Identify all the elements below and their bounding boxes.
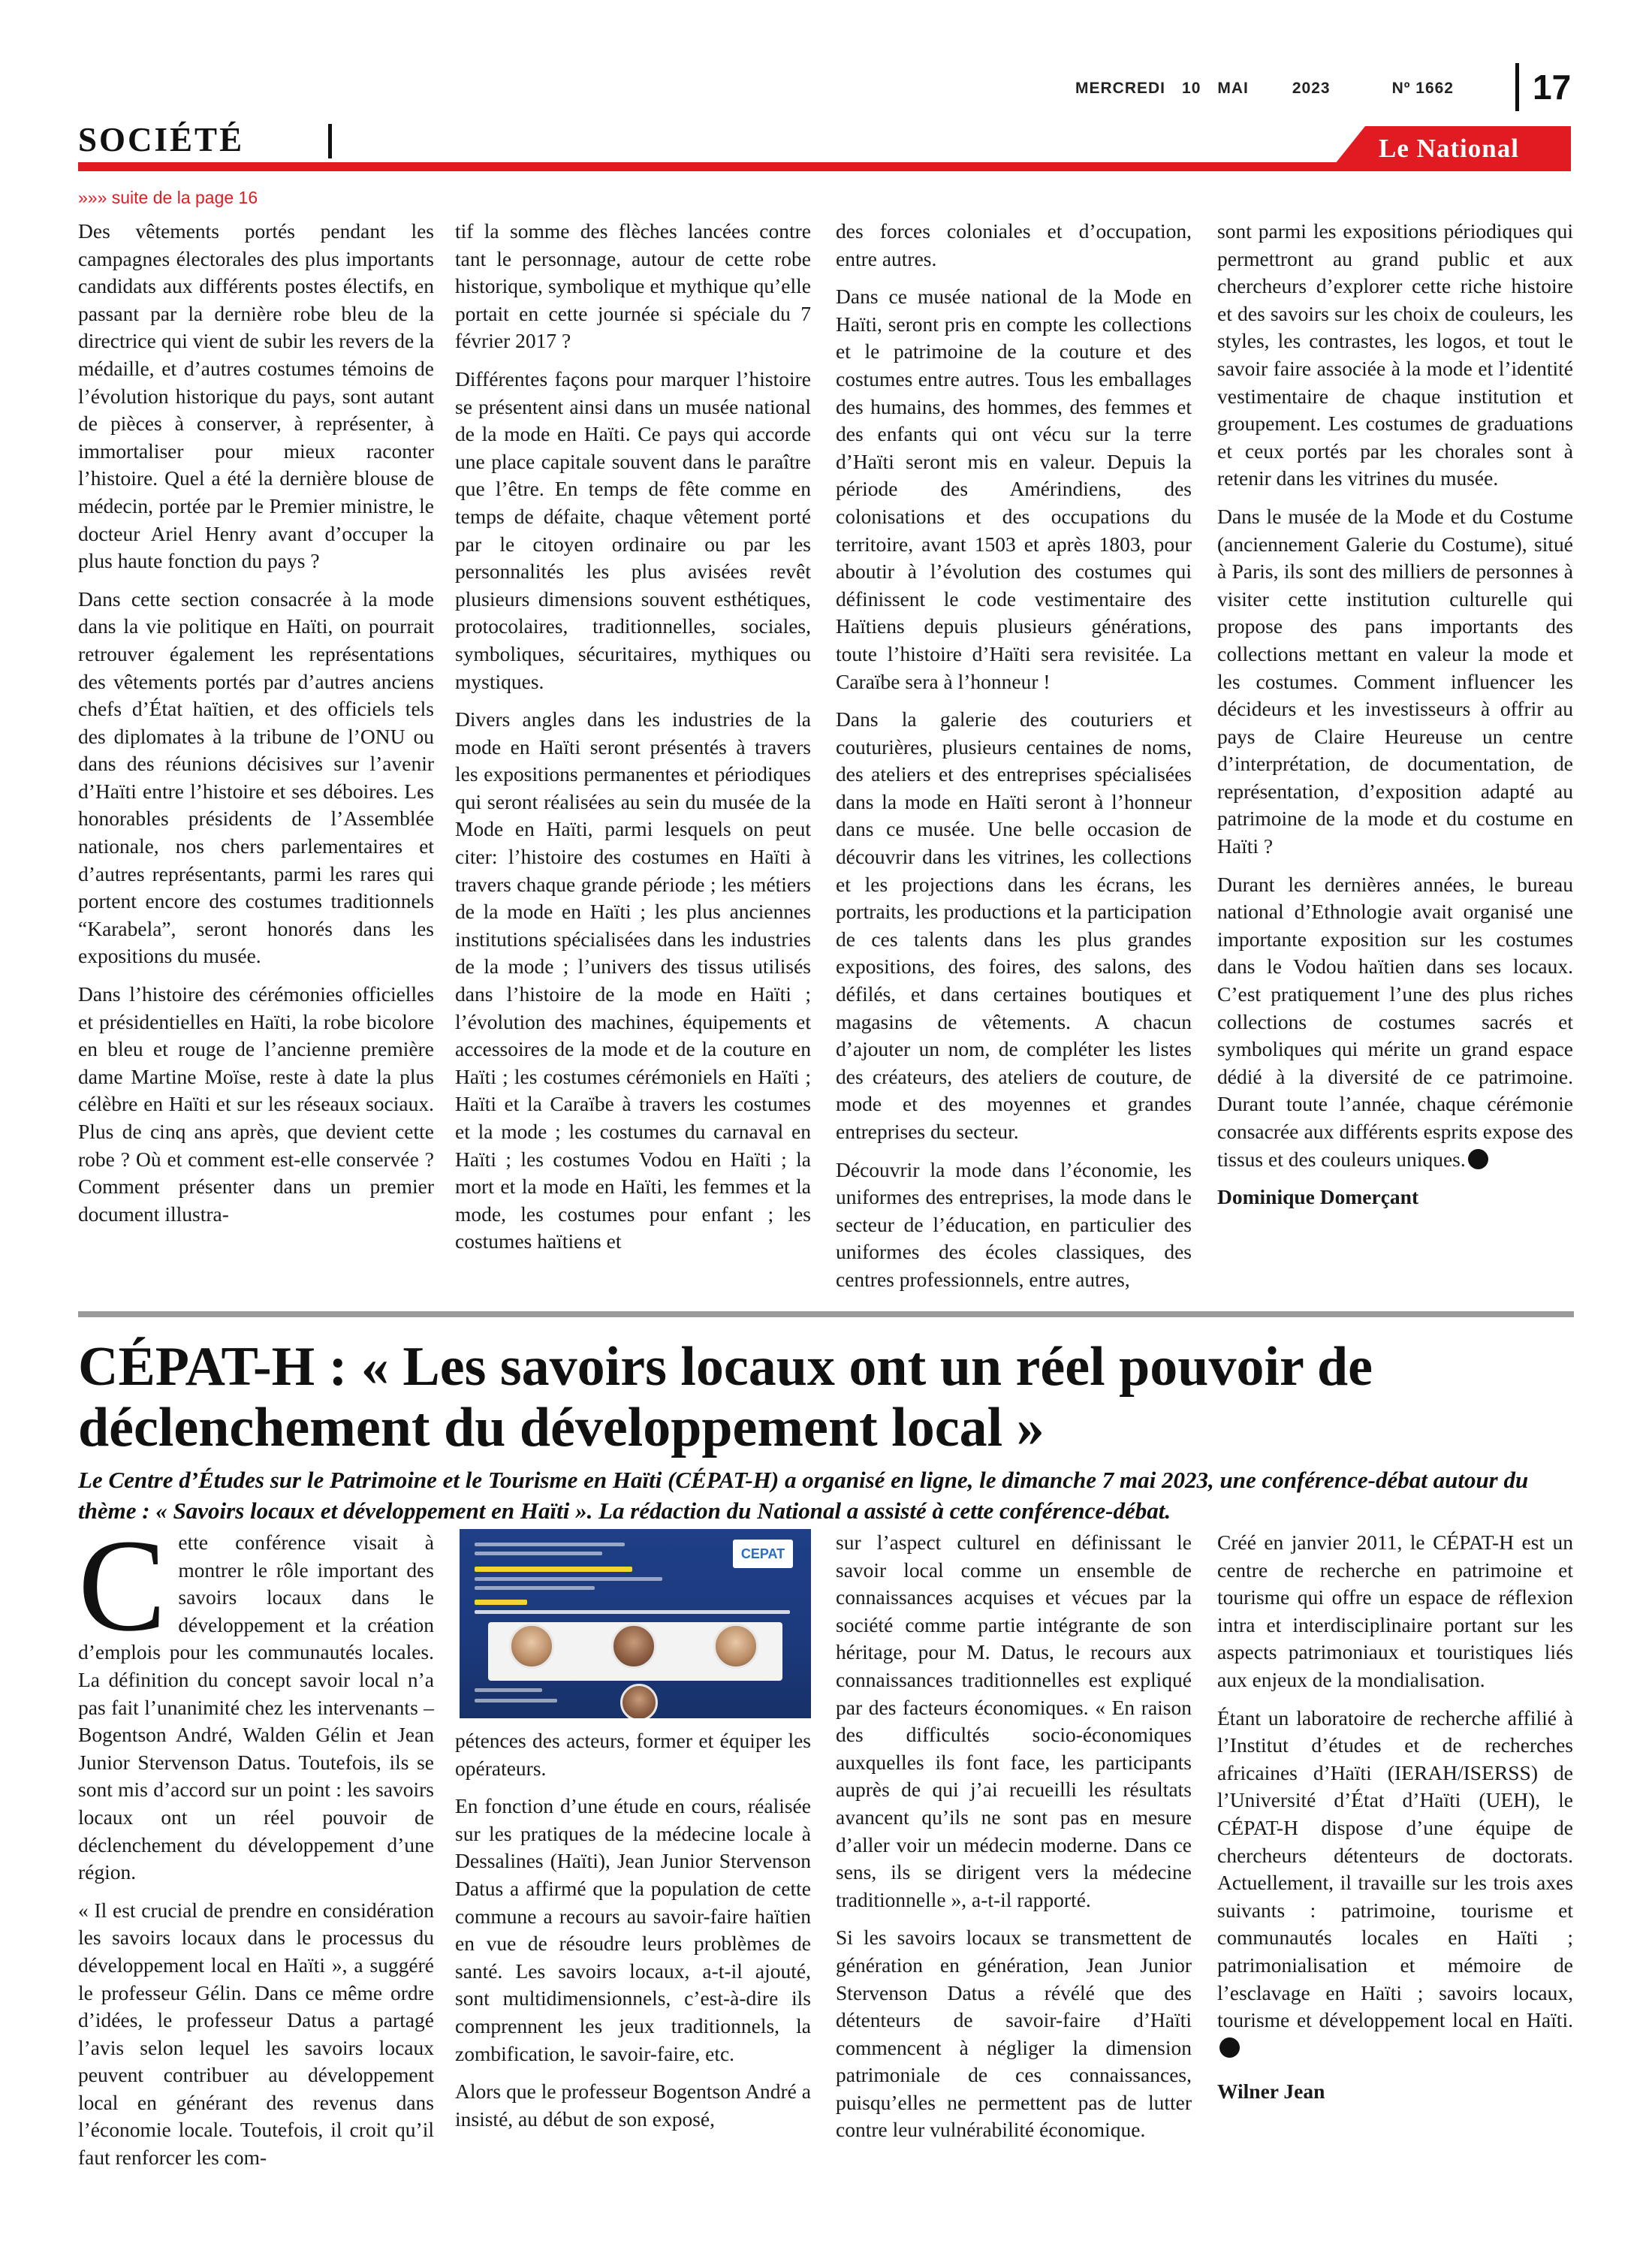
paragraph-text: ette conférence visait à montrer le rôle important des savoirs locaux dans le développement et la création d’emplois pour les communautés locales. La définition du concept savoir local n’a pas fait l’unanimité chez les intervenants – Bogentson André, Walden Gélin et Jean Junior Stervenson Datus. Toutefois, ils se sont mis d’accord sur un point : les savoirs locaux ont un réel pouvoir de déclenchement du développement d’une région. [78,1531,434,1884]
paragraph: Alors que le professeur Bogentson André a insisté, au début de son exposé, [455,2080,811,2131]
paragraph: des forces coloniales et d’occupation, entre autres. [836,219,1192,270]
article1-column-3 [836,218,1192,1304]
paragraph [1217,1705,1573,2062]
paragraph: Divers angles dans les industries de la mode en Haïti seront présentés à travers les expositions permanentes et périodiques qui seront réalisées au sein du musée de la Mode en Haïti, parmi lesquels on peut citer: l’histoire des costumes en Haïti à travers chaque grande période ; les métiers de la mode en Haïti ; les plus anciennes institutions spécialisées dans les industries de la mode ; l’univers des tissus utilisés dans l’histoire de la mode en Haïti ; l’évolution des machines, équipements et accessoires de la mode et de la couture en Haïti ; les costumes cérémoniels en Haïti ; Haïti et la Caraïbe à travers les costumes et la mode ; les costumes du carnaval en Haïti ; les costumes Vodou en Haïti ; la mort et la mode en Haïti, les femmes et la mode, les costumes pour enfant ; les costumes haïtiens et [455,707,811,1253]
paragraph: Dans ce musée national de la Mode en Haïti, seront pris en compte les collections et le patrimoine de la couture et des costumes entre autres. Tous les emballages des humains, des hommes, des femmes et des enfants qui ont vécu sur la terre d’Haïti seront mis en valeur. Depuis la période des Amérindiens, des colonisations et des occupations du territoire, avant 1503 et après 1803, pour aboutir à l’évolution des costumes qui définissent le code vestimentaire des Haïtiens depuis plusieurs générations, toute l’histoire d’Haïti sera revisitée. La Caraïbe sera à l’honneur ! [836,285,1192,693]
issue-number: Nº 1662 [1391,80,1454,97]
paragraph: En fonction d’une étude en cours, réalisée sur les pratiques de la médecine locale à Dessalines (Haïti), Jean Junior Stervenson Datus a affirmé que la population de cette commune a recours au savoir-faire haïtien en vue de résoudre leurs problèmes de santé. Les savoirs locaux, a-t-il ajouté, sont multidimensionnels, c’est-à-dire ils comprennent les jeux traditionnels, la zombification, le savoir-faire, etc. [455,1794,811,2065]
article2-column-1 [78,1513,434,2182]
paragraph-text: Durant les dernières années, le bureau national d’Ethnologie avait organisé une importante exposition sur les costumes dans le Vodou haïtien dans ses locaux. C’est pratiquement l’une des plus riches collections de costumes sacrés et symboliques qui mérite un grand espace dédié à la diversité de ce patrimoine. Durant toute l’année, chaque cérémonie consacrée aux différents esprits expose des tissus et des couleurs uniques. [1217,872,1573,1171]
speaker-photo [620,1684,658,1718]
paragraph: Différentes façons pour marquer l’histoire se présentent ainsi dans un musée national de la mode en Haïti. Ce pays qui accorde une place capitale souvent dans le paraître que l’être. En temps de fête comme en temps de défaite, chaque vêtement porté par le citoyen ordinaire ou par les personnalités les plus avisées revêt plusieurs dimensions souvent esthétiques, protocolaires, traditionnelles, sociales, symboliques, sécuritaires, mythiques ou mystiques. [455,366,811,693]
paragraph: tif la somme des flèches lancées contre tant le personnage, autour de cette robe historique, symbolique et mythique qu’elle portait en cette journée si spéciale du 7 février 2017 ? [455,219,811,353]
article2-column-2 [455,1727,811,2143]
speaker-photo [611,1624,656,1669]
continued-from-link[interactable]: »»» suite de la page 16 [78,188,258,207]
paragraph: Dans le musée de la Mode et du Costume (anciennement Galerie du Costume), situé à Paris, ils sont des milliers de personnes à visiter cette institution culturelle qui propose des pans importants des collections mettant en valeur la mode et les costumes. Comment influencer les décideurs et les investisseurs à offrir au pays de Claire Heureuse un centre d’interprétation, de documentation, de représentation, d’exposition adapté au patrimoine de la mode et du costume en Haïti ? [1217,504,1573,858]
conference-poster-image [460,1529,811,1718]
paragraph: Créé en janvier 2011, le CÉPAT-H est un centre de recherche en patrimoine et tourisme qui offre un espace de réflexion intra et interdisciplinaire portant sur les aspects patrimoniaux et touristiques liés aux enjeux de la mondialisation. [1217,1531,1573,1691]
paragraph: Découvrir la mode dans l’économie, les uniformes des entreprises, la mode dans le secteur de l’éducation, en particulier des uniformes des écoles classiques, des centres professionnels, entre autres, [836,1157,1192,1291]
article1-column-1 [78,218,434,1238]
article2-headline: CÉPAT-H : « Les savoirs locaux ont un réel pouvoir de déclenchement du développement local » [78,1336,1373,1458]
page-number: 17 [1515,63,1571,111]
article1-column-4 [1217,218,1573,1211]
article-divider [78,1311,1574,1317]
issue-year: 2023 [1292,80,1331,97]
issue-day: MERCREDI [1075,80,1166,97]
end-of-article-icon [1219,2037,1240,2058]
paragraph [78,1513,434,1887]
author-byline: Dominique Domerçant [1217,1185,1419,1209]
issue-date: 10 [1182,80,1201,97]
speaker-photo [713,1624,758,1669]
article2-standfirst: Le Centre d’Études sur le Patrimoine et le Tourisme en Haïti (CÉPAT-H) a organisé en ligne, le dimanche 7 mai 2023, une conférence-débat autour du thème : « Savoirs locaux et développement en Haïti ». La rédaction du National a assisté à cette conférence-débat. [78,1467,1529,1524]
paragraph: sont parmi les expositions périodiques qui permettront au grand public et aux chercheurs d’explorer cette riche histoire et des savoirs sur les choix de couleurs, les styles, les contrastes, les logos, et tout le savoir faire associée à la mode et l’identité vestimentaire de chaque institution et groupement. Les costumes de graduations et ceux portés par les chorales sont à retenir dans les vitrines du musée. [1217,219,1573,490]
section-label: SOCIÉTÉ [78,121,245,158]
paragraph: Des vêtements portés pendant les campagnes électorales des plus importants candidats aux différents postes électifs, en passant par la dernière robe bleu de la directrice qui vient de subir les revers de la médaille, et d’autres costumes témoins de l’évolution historique du pays, sont autant de pièces à conserver, à représenter, à immortaliser pour mieux raconter l’histoire. Quel a été la dernière blouse de médecin, portée par le Premier ministre, le docteur Ariel Henry avant d’occuper la plus haute fonction du pays ? [78,219,434,573]
issue-meta [1075,74,1454,104]
section-divider [328,124,332,158]
issue-month: MAI [1217,80,1249,97]
brand-name: Le National [1379,134,1519,163]
author-byline: Wilner Jean [1217,2080,1325,2104]
paragraph: sur l’aspect culturel en définissant le savoir local comme un ensemble de connaissances acquises et vécues par la société comme partie intégrante de son héritage, pour M. Datus, le recours aux connaissances traditionnelles est expliqué par des facteurs économiques. « En raison des difficultés socio-économiques auxquelles ils font face, les participants auprès de qui j’ai recueilli les résultats avancent qu’ils ne sont pas en mesure d’aller voir un médecin moderne. Dans ce sens, ils se dirigent vers la médecine traditionnelle », a-t-il rapporté. [836,1531,1192,1911]
paragraph: Si les savoirs locaux se transmettent de génération en génération, Jean Junior Stervenson Datus a révélé que des détenteurs de savoir-faire d’Haïti commencent à négliger la dimension patrimoniale de ces connaissances, puisqu’elles ne permettent pas de lutter contre leur vulnérabilité économique. [836,1926,1192,2142]
paragraph [1217,871,1573,1174]
paragraph: « Il est crucial de prendre en considération les savoirs locaux dans le processus du développement local en Haïti », a suggéré le professeur Gélin. Dans ce même ordre d’idées, le professeur Datus a partagé l’avis selon lequel les savoirs locaux peuvent contribuer au développement local en générant des revenus dans l’économie locale. Toutefois, il croit qu’il faut renforcer les com- [78,1898,434,2170]
paragraph: pétences des acteurs, former et équiper les opérateurs. [455,1729,811,1780]
end-of-article-icon [1468,1149,1488,1169]
paragraph: Dans cette section consacrée à la mode dans la vie politique en Haïti, on pourrait retrouver également les représentations des vêtements portés par d’autres anciens chefs d’État haïtien, et des officiels tels des diplomates à la tribune de l’ONU ou dans des réunions décisives sur l’avenir d’Haïti entre l’histoire et ses déboires. Les honorables présidents de l’Assemblée nationale, nos chers parlementaires et d’autres représentants, parmi les rares qui portent encore des costumes traditionnels “Karabela”, seront honorés dans les expositions du musée. [78,587,434,968]
article1-column-2 [455,218,811,1266]
article2-column-3 [836,1529,1192,2155]
paragraph: Dans l’histoire des cérémonies officielles et présidentielles en Haïti, la robe bicolore en bleu et rouge de l’ancienne première dame Martine Moïse, reste à date la plus célèbre en Haïti et sur les réseaux sociaux. Plus de cinq ans après, que devient cette robe ? Où et comment est-elle conservée ? Comment présenter dans un premier document illustra- [78,982,434,1226]
drop-cap: C [78,1513,167,1659]
article2-column-4 [1217,1529,1573,2106]
paragraph-text: Étant un laboratoire de recherche affilié à l’Institut d’études et de recherches africaines d’Haïti (IERAH/ISERSS) de l’Université d’État d’Haïti (UEH), le CÉPAT-H dispose d’une équipe de chercheurs détenteurs de doctorats. Actuellement, il travaille sur les trois axes suivants : patrimoine, tourisme et communautés locales en Haïti ; patrimonialisation et mémoire de l’esclavage en Haïti ; savoirs locaux, tourisme et développement local en Haïti. [1217,1706,1573,2032]
poster-logo: CEPAT [733,1540,793,1568]
speaker-photo [509,1624,554,1669]
paragraph: Dans la galerie des couturiers et couturières, plusieurs centaines de noms, des ateliers et des entreprises spécialisées dans la mode en Haïti seront à l’honneur dans ce musée. Une belle occasion de découvrir dans les vitrines, les collections et les projections dans les écrans, les portraits, les productions et la participation de ces talents dans les plus grandes expositions, des foires, des salons, des défilés, et dans certaines boutiques et magasins de vêtements. A chacun d’ajouter un nom, de compléter les listes des créateurs, des ateliers de couture, de mode et des moyennes et grandes entreprises du secteur. [836,707,1192,1143]
